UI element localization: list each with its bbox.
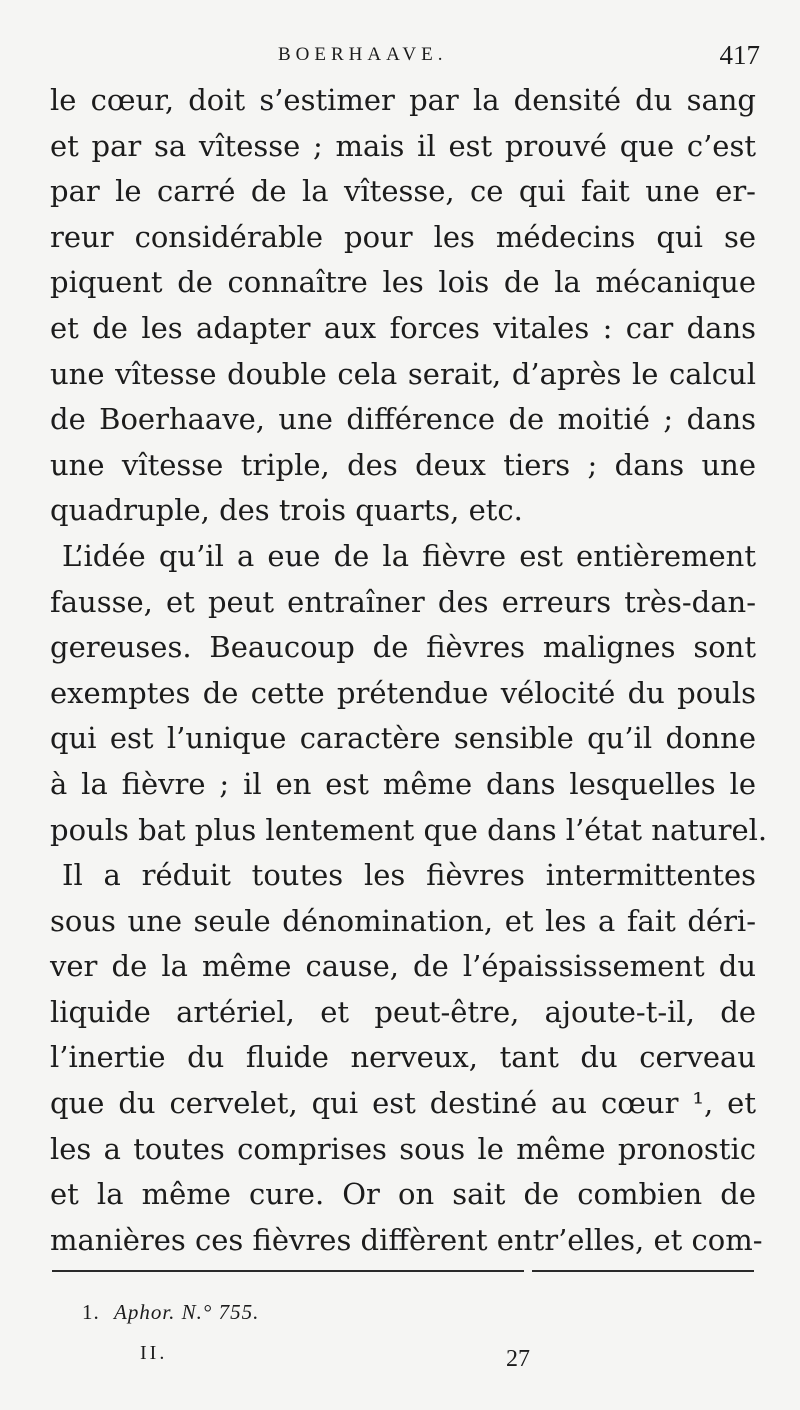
text-line: à la fièvre ; il en est même dans lesquelles le xyxy=(50,766,756,801)
running-head xyxy=(40,38,760,78)
text-line: les a toutes comprises sous le même pronostic xyxy=(50,1131,756,1166)
signature-number: 27 xyxy=(506,1346,530,1372)
signature-mark: II. xyxy=(140,1342,168,1364)
text-line: L’idée qu’il a eue de la fièvre est entièrement xyxy=(62,538,756,573)
text-line: manières ces fièvres diffèrent entr’elles, et com- xyxy=(50,1222,763,1257)
text-line: que du cervelet, qui est destiné au cœur ¹, et xyxy=(50,1086,756,1121)
text-line: quadruple, des trois quarts, etc. xyxy=(50,493,523,528)
text-line: et par sa vîtesse ; mais il est prouvé que c’est xyxy=(50,128,756,163)
text-line: le cœur, doit s’estimer par la densité du sang xyxy=(50,83,756,117)
text-line: par le carré de la vîtesse, ce qui fait une er- xyxy=(50,174,756,209)
page-number: 417 xyxy=(719,40,760,70)
body-text xyxy=(50,78,768,1263)
footnote-number: 1. xyxy=(82,1300,100,1324)
text-line: piquent de connaître les lois de la mécanique xyxy=(50,265,756,300)
text-line: sous une seule dénomination, et les a fait déri- xyxy=(50,903,756,938)
footnote-rule xyxy=(52,1270,524,1272)
text-line: et la même cure. Or on sait de combien de xyxy=(50,1177,756,1212)
text-line: une vîtesse double cela serait, d’après le calcul xyxy=(50,356,756,391)
text-line: l’inertie du fluide nerveux, tant du cerveau xyxy=(50,1040,756,1075)
running-title: BOERHAAVE. xyxy=(278,44,448,65)
text-line: une vîtesse triple, des deux tiers ; dans une xyxy=(50,447,756,482)
text-line: qui est l’unique caractère sensible qu’il donne xyxy=(50,721,756,756)
text-line: Il a réduit toutes les fièvres intermittentes xyxy=(62,858,756,893)
text-line: fausse, et peut entraîner des erreurs très-dan- xyxy=(50,584,756,619)
text-line: exemptes de cette prétendue vélocité du pouls xyxy=(50,675,756,710)
text-line: gereuses. Beaucoup de fièvres malignes sont xyxy=(50,630,756,665)
footnote xyxy=(82,1300,259,1325)
text-line: de Boerhaave, une différence de moitié ; dans xyxy=(50,402,756,437)
text-line: pouls bat plus lentement que dans l’état naturel. xyxy=(50,812,768,847)
footnote-reference: Aphor. N.° 755. xyxy=(114,1300,260,1324)
footnote-rule xyxy=(532,1270,754,1272)
text-line: ver de la même cause, de l’épaississement du xyxy=(50,949,756,984)
text-line: liquide artériel, et peut-être, ajoute-t-il, de xyxy=(50,994,756,1029)
text-line: et de les adapter aux forces vitales : car dans xyxy=(50,310,756,345)
text-line: reur considérable pour les médecins qui se xyxy=(50,219,756,254)
